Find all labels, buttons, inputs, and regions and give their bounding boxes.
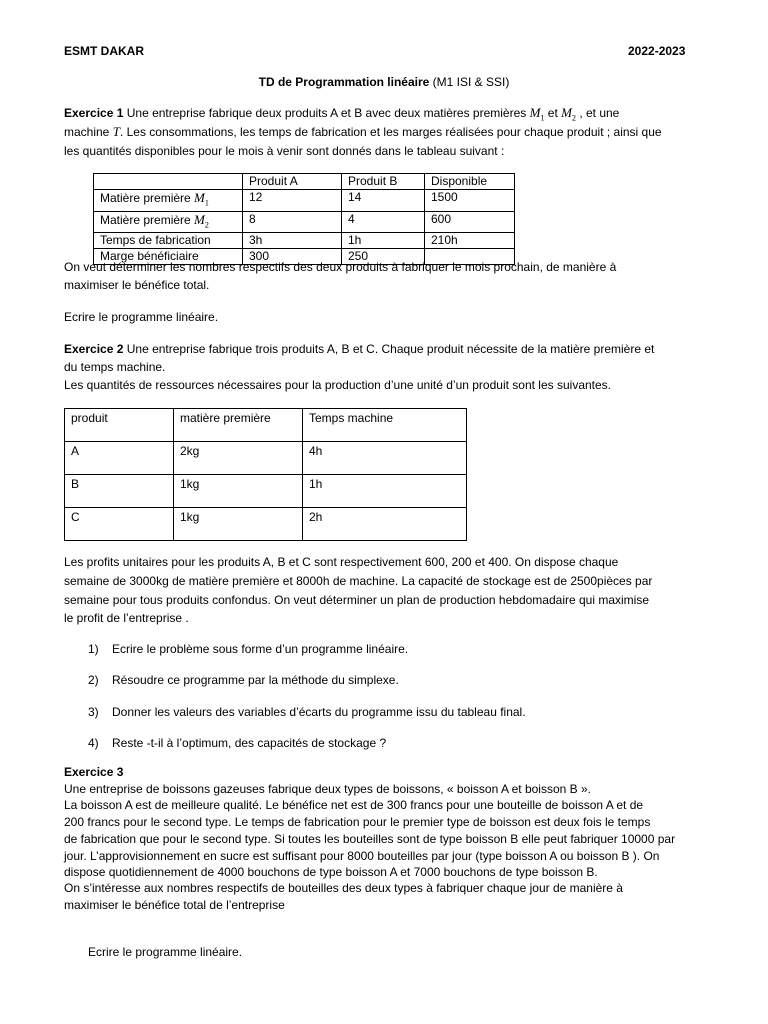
math-m2 <box>561 105 576 123</box>
document-title <box>0 73 768 91</box>
table-header-cell: matière première <box>174 409 303 442</box>
math-t: T <box>112 124 120 139</box>
table-cell: 1h <box>303 475 467 508</box>
ex2-line3: Les quantités de ressources nécessaires pour la production d’une unité d’un produit sont les suivantes. <box>64 378 612 392</box>
row-label: Matière première <box>100 191 195 205</box>
table-header-cell <box>94 174 243 190</box>
row-symbol: M <box>194 190 205 205</box>
table-cell: 1h <box>342 233 425 249</box>
ex1-text-and: et <box>544 106 562 120</box>
question-text: Donner les valeurs des variables d’écarts du programme issu du tableau final. <box>112 705 526 719</box>
ex1-line2-a: machine <box>64 125 113 139</box>
table-header-cell: Produit B <box>342 174 425 190</box>
question-number: 4) <box>88 736 99 750</box>
table-row <box>65 442 467 475</box>
ex3-line: Une entreprise de boissons gazeuses fabrique deux types de boissons, « boisson A et boisson B ». <box>64 782 592 796</box>
ex1-line3: les quantités disponibles pour le mois à venir sont donnés dans le tableau suivant : <box>64 144 505 158</box>
row-subscript: 1 <box>204 198 209 208</box>
header-year: 2022-2023 <box>628 44 686 58</box>
table-header-cell: Produit A <box>243 174 342 190</box>
ex1-after2: maximiser le bénéfice total. <box>64 278 210 292</box>
m1-subscript: 1 <box>540 113 545 123</box>
table-cell: A <box>65 442 174 475</box>
question-text: Reste -t-il à l’optimum, des capacités de stockage ? <box>112 736 387 750</box>
ex2-label: Exercice 2 <box>64 342 124 356</box>
table-cell: 300 <box>243 249 342 265</box>
ex2-line2: du temps machine. <box>64 360 166 374</box>
ex1-label: Exercice 1 <box>64 106 124 120</box>
ex3-line: 200 francs pour le second type. Le temps de fabrication pour le premier type de boisson est deux fois le temps <box>64 815 651 829</box>
ex1-text-a: Une entreprise fabrique deux produits A et B avec deux matières premières <box>123 106 530 120</box>
table-cell: 12 <box>243 190 342 212</box>
ex3-task: Ecrire le programme linéaire. <box>88 945 243 959</box>
ex2-line1 <box>64 340 654 358</box>
list-item <box>88 734 386 752</box>
table-cell: B <box>65 475 174 508</box>
table-cell: 250 <box>342 249 425 265</box>
table-cell: 2kg <box>174 442 303 475</box>
table-cell: 1kg <box>174 508 303 541</box>
table-header-cell: Disponible <box>425 174 515 190</box>
question-number: 1) <box>88 642 99 656</box>
table-header-cell: Temps machine <box>303 409 467 442</box>
list-item <box>88 640 408 658</box>
ex2-profit4: le profit de l’entreprise . <box>64 611 189 625</box>
ex1-text-end: , et une <box>575 106 620 120</box>
table-header-row <box>65 409 467 442</box>
ex2-table <box>64 408 467 541</box>
question-text: Ecrire le problème sous forme d’un programme linéaire. <box>112 642 409 656</box>
ex1-line2 <box>64 123 662 141</box>
table-cell: 4 <box>342 211 425 233</box>
table-row <box>94 190 515 212</box>
row-symbol: M <box>194 211 205 227</box>
ex3-label: Exercice 3 <box>64 765 124 779</box>
ex3-line: La boisson A est de meilleure qualité. Le bénéfice net est de 300 francs pour une bouteille de boisson A et de <box>64 798 644 812</box>
table-cell: 4h <box>303 442 467 475</box>
table-cell: 3h <box>243 233 342 249</box>
math-symbol <box>194 211 209 230</box>
ex3-line: dispose quotidiennement de 4000 bouchons de type boisson A et 7000 bouchons de type boisson B. <box>64 865 598 879</box>
table-cell: 8 <box>243 211 342 233</box>
table-row <box>94 211 515 233</box>
math-m1 <box>529 105 545 123</box>
title-program: (M1 ISI & SSI) <box>429 75 510 89</box>
question-text: Résoudre ce programme par la méthode du simplexe. <box>112 673 399 687</box>
question-number: 2) <box>88 673 99 687</box>
m2-subscript: 2 <box>571 113 576 123</box>
table-cell-label: Temps de fabrication <box>94 233 243 249</box>
table-header-cell: produit <box>65 409 174 442</box>
ex2-text: Une entreprise fabrique trois produits A, B et C. Chaque produit nécessite de la matière première et <box>123 342 655 356</box>
ex1-after1: On veut déterminer les nombres respectifs des deux produits à fabriquer le mois prochain, de manière à <box>64 260 617 274</box>
table-row <box>94 233 515 249</box>
table-cell-label <box>94 211 243 233</box>
table-cell: 14 <box>342 190 425 212</box>
ex2-profit3: semaine pour tous produits confondus. On veut déterminer un plan de production hebdomadaire qui maximise <box>64 593 650 607</box>
ex2-profit2: semaine de 3000kg de matière première et 8000h de machine. La capacité de stockage est de 2500pièces par <box>64 574 653 588</box>
table-cell: 2h <box>303 508 467 541</box>
table-cell: 1kg <box>174 475 303 508</box>
row-label: Matière première <box>100 212 195 227</box>
title-main: TD de Programmation linéaire <box>258 75 430 89</box>
table-cell: C <box>65 508 174 541</box>
table-row <box>65 475 467 508</box>
table-row <box>65 508 467 541</box>
ex1-task: Ecrire le programme linéaire. <box>64 310 219 324</box>
table-cell: 1500 <box>425 190 515 212</box>
table-cell: 600 <box>425 211 515 233</box>
ex2-profit1: Les profits unitaires pour les produits A, B et C sont respectivement 600, 200 et 400. On dispose chaque <box>64 555 619 569</box>
ex3-line: On s’intéresse aux nombres respectifs de bouteilles des deux types à fabriquer chaque jour de manière à <box>64 881 623 895</box>
question-number: 3) <box>88 705 99 719</box>
math-symbol <box>194 190 209 208</box>
list-item <box>88 671 399 689</box>
ex3-line: de fabrication que pour le second type. Si toutes les bouteilles sont de type boisson B elle peut fabriquer 10000 par <box>64 832 676 846</box>
ex3-line: maximiser le bénéfice total de l’entreprise <box>64 898 285 912</box>
header-school: ESMT DAKAR <box>64 44 144 58</box>
ex1-line2-b: . Les consommations, les temps de fabrication et les marges réalisées pour chaque produit ; ainsi que <box>119 125 662 139</box>
table-cell: 210h <box>425 233 515 249</box>
ex3-line: jour. L’approvisionnement en sucre est suffisant pour 8000 bouteilles par jour (type boisson A ou boisson B ). On <box>64 849 660 863</box>
ex1-table <box>93 173 515 265</box>
m2-symbol: M <box>561 105 572 120</box>
list-item <box>88 703 526 721</box>
table-cell-label: Marge bénéficiaire <box>94 249 243 265</box>
table-header-row <box>94 174 515 190</box>
table-cell-label <box>94 190 243 212</box>
row-subscript: 2 <box>204 220 209 230</box>
m1-symbol: M <box>529 105 541 120</box>
